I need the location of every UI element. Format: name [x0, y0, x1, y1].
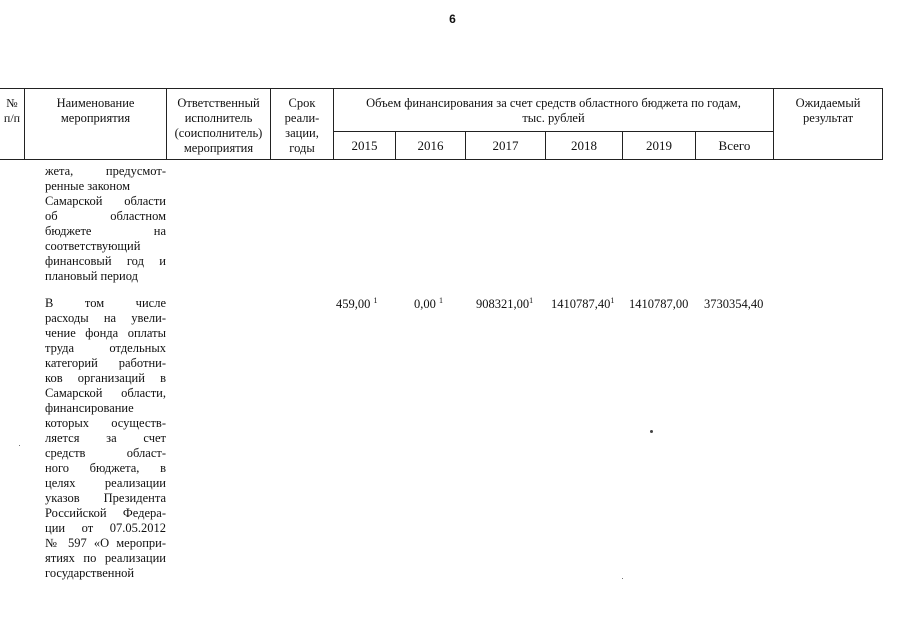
text-line: В том числе: [45, 296, 166, 310]
scan-speck: [650, 430, 653, 433]
table-header: [0, 88, 883, 160]
continued-text: [45, 164, 166, 284]
header-term-line: реали-: [284, 111, 320, 125]
value-text: 3730354,40: [704, 297, 764, 311]
text-line: ков организаций в: [45, 371, 166, 385]
header-funding: [334, 96, 773, 126]
value-text: 1410787,00: [629, 297, 689, 311]
year-2019: 2019: [646, 138, 672, 153]
header-term-line: зации,: [285, 126, 319, 140]
text-line: ляется за счет: [45, 431, 166, 445]
footnote-mark: 1: [529, 296, 534, 305]
value-2019: [629, 296, 688, 312]
scan-speck: [19, 445, 20, 446]
value-2016: [414, 296, 443, 312]
value-text: 459,00: [336, 297, 371, 311]
header-responsible-line: мероприятия: [183, 141, 254, 155]
footnote-mark: 1: [439, 296, 443, 305]
header-number-line: п/п: [3, 111, 21, 125]
text-line: труда отдельных: [45, 341, 166, 355]
text-line: ятиях по реализации: [45, 551, 166, 565]
value-2018: [551, 296, 614, 312]
text-line: № 597 «О меропри-: [45, 536, 166, 550]
text-line: ции от 07.05.2012: [45, 521, 166, 535]
text-line: категорий работни-: [45, 356, 166, 370]
header-responsible-line: исполнитель: [184, 111, 253, 125]
header-number: [0, 96, 24, 126]
text-line: чение фонда оплаты: [45, 326, 166, 340]
footnote-mark: 1: [373, 296, 378, 305]
page-number: 6: [449, 12, 456, 26]
year-total: Всего: [718, 138, 751, 153]
header-responsible-line: (соисполнитель): [174, 126, 263, 140]
value-2017: [476, 296, 533, 312]
footnote-mark: 1: [610, 296, 615, 305]
text-line: Российской Федера-: [45, 506, 166, 520]
value-text: 908321,00: [476, 297, 530, 311]
text-line: ного бюджета, в: [45, 461, 166, 475]
header-funding-line: Объем финансирования за счет средств областного бюджета по годам,: [366, 96, 741, 110]
header-result: [774, 96, 882, 126]
year-2018: 2018: [571, 138, 597, 153]
header-name-line: Наименование: [56, 96, 135, 110]
header-name: [25, 96, 166, 126]
header-number-line: №: [6, 96, 18, 110]
header-result-line: Ожидаемый: [795, 96, 861, 110]
header-term-line: годы: [289, 141, 315, 155]
text-line: об областном: [45, 209, 166, 223]
scan-speck: [622, 578, 623, 579]
text-line: расходы на увели-: [45, 311, 166, 325]
year-2017: 2017: [492, 138, 519, 153]
value-total: [704, 296, 763, 312]
year-2015: 2015: [351, 138, 378, 153]
header-responsible: [167, 96, 270, 156]
header-term-line: Срок: [288, 96, 316, 110]
header-term: [271, 96, 333, 156]
text-line: бюджете на: [45, 224, 166, 238]
text-line: целях реализации: [45, 476, 166, 490]
text-line: которых осуществ-: [45, 416, 166, 430]
text-line: жета, предусмот-: [45, 164, 166, 178]
text-line: государственной: [45, 566, 135, 580]
value-text: 1410787,40: [551, 297, 611, 311]
header-responsible-line: Ответственный: [177, 96, 260, 110]
text-line: средств област-: [45, 446, 166, 460]
text-line: финансирование: [45, 401, 134, 415]
header-funding-line: тыс. рублей: [522, 111, 585, 125]
year-2016: 2016: [417, 138, 444, 153]
value-text: 0,00: [414, 297, 436, 311]
header-result-line: результат: [802, 111, 854, 125]
text-line: указов Президента: [45, 491, 166, 505]
text-line: плановый период: [45, 269, 138, 283]
text-line: соответствующий: [45, 239, 141, 253]
header-name-line: мероприятия: [60, 111, 131, 125]
row-description: [45, 296, 166, 581]
text-line: ренные законом: [45, 179, 131, 193]
text-line: Самарской области: [45, 194, 166, 208]
value-2015: [336, 296, 378, 312]
text-line: Самарской области,: [45, 386, 166, 400]
text-line: финансовый год и: [45, 254, 166, 268]
